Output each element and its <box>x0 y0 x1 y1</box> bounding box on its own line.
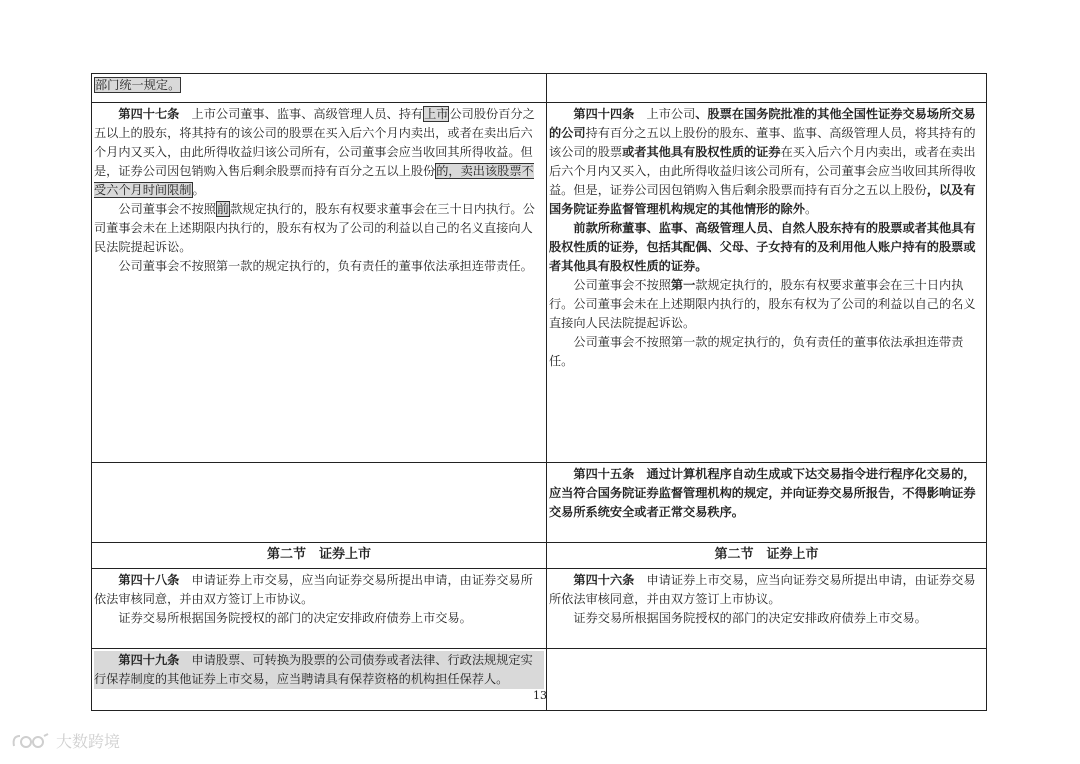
comparison-table <box>91 73 987 711</box>
watermark-text: 大数跨境 <box>56 732 121 751</box>
row0-left <box>92 74 547 103</box>
article-44-para1: 第四十四条 上市公司、股票在国务院批准的其他全国性证券交易场所交易的公司持有百分之五以上股份的股东、董事、监事、高级管理人员，将其持有的该公司的股票或者其他具有股权性质的证券在买入后六个月内卖出，或者在卖出后六个月内又买入，由此所得收益归该公司所有，公司董事会应当收回其所得收益。但是，证券公司因包销购入售后剩余股票而持有百分之五以上股份，以及有国务院证券监督管理机构规定的其他情形的除外。 <box>549 107 976 216</box>
article-47-para2: 公司董事会不按照前款规定执行的，股东有权要求董事会在三十日内执行。公司董事会未在上述期限内执行的，股东有权为了公司的利益以自己的名义直接向人民法院提起诉讼。 <box>94 202 535 254</box>
article-47-para3: 公司董事会不按照第一款的规定执行的，负有责任的董事依法承担连带责任。 <box>118 259 533 273</box>
watermark <box>10 729 120 752</box>
row0-left-text: 部门统一规定。 <box>95 78 181 92</box>
row2-left <box>92 463 547 543</box>
article-48-old <box>92 569 547 649</box>
article-44-new <box>547 103 987 463</box>
article-45-para: 第四十五条 通过计算机程序自动生成或下达交易指令进行程序化交易的，应当符合国务院证券监督管理机构的规定，并向证券交易所报告，不得影响证券交易所系统安全或者正常交易秩序。 <box>549 467 976 519</box>
article-45-new <box>547 463 987 543</box>
article-46-new <box>547 569 987 649</box>
row0-right <box>547 74 987 103</box>
logo-icon <box>10 730 52 752</box>
section-heading-left: 第二节 证券上市 <box>92 543 547 569</box>
article-47-para1: 第四十七条 上市公司董事、监事、高级管理人员、持有上市公司股份百分之五以上的股东，将其持有的该公司的股票在买入后六个月内卖出，或者在卖出后六个月内又买入，由此所得收益归该公司所有，公司董事会应当收回其所得收益。但是，证券公司因包销购入售后剩余股票而持有百分之五以上股份的，卖出该股票不受六个月时间限制。 <box>94 107 535 197</box>
article-44-para3: 公司董事会不按照第一款规定执行的，股东有权要求董事会在三十日内执行。公司董事会未在上述期限内执行的，股东有权为了公司的利益以自己的名义直接向人民法院提起诉讼。 <box>549 278 976 330</box>
article-46-para2: 证券交易所根据国务院授权的部门的决定安排政府债券上市交易。 <box>573 611 927 625</box>
article-47-old <box>92 103 547 463</box>
article-48-para2: 证券交易所根据国务院授权的部门的决定安排政府债券上市交易。 <box>118 611 472 625</box>
article-46-para1: 第四十六条 申请证券上市交易，应当向证券交易所提出申请，由证券交易所依法审核同意，并由双方签订上市协议。 <box>549 573 976 606</box>
section-heading-right: 第二节 证券上市 <box>547 543 987 569</box>
article-44-para4: 公司董事会不按照第一款的规定执行的，负有责任的董事依法承担连带责任。 <box>549 335 964 368</box>
article-49-para: 第四十九条 申请股票、可转换为股票的公司债券或者法律、行政法规规定实行保荐制度的其他证券上市交易，应当聘请具有保荐资格的机构担任保荐人。 <box>94 651 544 689</box>
page-number: 13 <box>533 689 547 702</box>
article-48-para1: 第四十八条 申请证券上市交易，应当向证券交易所提出申请，由证券交易所依法审核同意，并由双方签订上市协议。 <box>94 573 533 606</box>
article-44-para2: 前款所称董事、监事、高级管理人员、自然人股东持有的股票或者其他具有股权性质的证券，包括其配偶、父母、子女持有的及利用他人账户持有的股票或者其他具有股权性质的证券。 <box>549 221 976 273</box>
